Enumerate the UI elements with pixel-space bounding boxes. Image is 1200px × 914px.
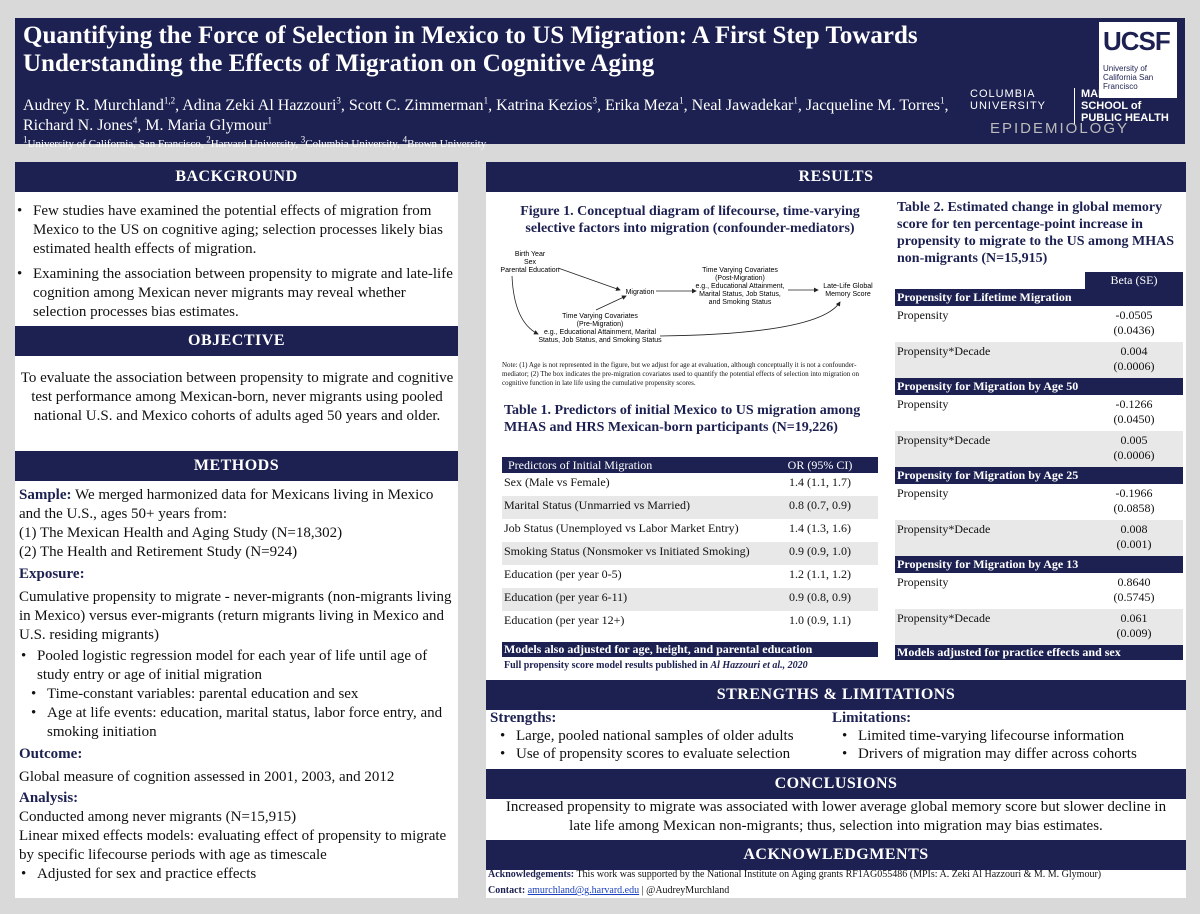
table1-predictor-cell: Education (per year 12+) xyxy=(504,613,625,627)
table1-or-cell: 1.4 (1.1, 1.7) xyxy=(789,475,851,489)
table2-beta-value: -0.0505 xyxy=(1115,308,1153,322)
ucsf-logo xyxy=(1099,22,1177,98)
table1-row xyxy=(502,588,878,611)
background-bullet: • Examining the association between propensity to migrate and late-life cognition among Mexican never migrants may reveal whether selection processes bias estimates. xyxy=(15,265,455,322)
table1-predictor-cell: Education (per year 0-5) xyxy=(504,567,622,581)
diagram-arrow xyxy=(512,276,538,334)
table1-or-cell: 0.9 (0.8, 0.9) xyxy=(789,590,851,604)
ucsf-logo-subtext: University of California San Francisco xyxy=(1103,64,1154,91)
affiliation-name: Harvard University xyxy=(210,138,296,150)
epidemiology-text: EPIDEMIOLOGY xyxy=(990,120,1130,137)
analysis-line: Linear mixed effects models: evaluating effect of propensity to migrate by specific lifecourse periods with age as timescale xyxy=(19,828,447,863)
conclusions-text: Increased propensity to migrate was associated with lower average global memory score but slower decline in late life among Mexican non-migrants; thus, selection into migration may bias estimates. xyxy=(505,799,1167,834)
table1-note-text: Full propensity score model results published in xyxy=(504,660,711,671)
table1-row xyxy=(502,496,878,519)
acknowledgments-heading: ACKNOWLEDGMENTS xyxy=(486,840,1186,870)
table2-beta-value: 0.008 xyxy=(1120,522,1148,536)
table2-se-value: (0.0450) xyxy=(1113,412,1155,426)
table2-body xyxy=(895,289,1183,645)
author-list: Audrey R. Murchland$^{1,2}$, Adina Zeki Al Hazzouri$^3$, Scott C. Zimmerman$^1$, Katrina Kezios$^3$, Erika Meza$^1$, Neal Jawadekar$^1$, Jacqueline M. Torres$^1$, Richard N. Jones$^4$, M. Maria Glymour$^1$ xyxy=(23,95,949,134)
table1-row xyxy=(502,519,878,542)
diagram-post-line: (Post-Migration) xyxy=(715,275,765,282)
table2-group-heading: Propensity for Lifetime Migration xyxy=(895,289,1183,306)
sample-label: Sample: xyxy=(19,487,72,503)
table1-row xyxy=(502,473,878,496)
table2-row xyxy=(895,431,1183,467)
table2-se-value: (0.0006) xyxy=(1113,448,1155,462)
diagram-post-line: Time Varying Covariates xyxy=(702,267,778,274)
diagram-sex: Sex xyxy=(523,259,537,266)
table2-beta-cell xyxy=(1085,431,1183,467)
poster-title: Quantifying the Force of Selection in Mexico to US Migration: A First Step Towards Understanding the Effects of Migration on Cognitive Aging xyxy=(23,22,918,77)
table2-beta-cell xyxy=(1085,342,1183,378)
affiliation-mark: 1 xyxy=(23,134,28,145)
affiliation-mark: 3 xyxy=(300,134,306,145)
table2-beta-cell xyxy=(1085,520,1183,556)
table2-se-value: (0.0006) xyxy=(1113,359,1155,373)
table2-header-row xyxy=(895,272,1183,289)
background-bullets xyxy=(15,202,455,322)
table2-beta-value: -0.1966 xyxy=(1115,486,1153,500)
table2-beta-value: 0.061 xyxy=(1120,611,1148,625)
objective-text: To evaluate the association between propensity to migrate and cognitive test performance among Mexican-born, never migrants using pooled national U.S. and Mexico cohorts of adults aged 50 years and older. xyxy=(20,370,454,424)
table2-row xyxy=(895,306,1183,342)
background-heading: BACKGROUND xyxy=(15,162,458,192)
table2-beta-cell xyxy=(1085,484,1183,520)
author-name: Audrey R. Murchland xyxy=(23,97,164,114)
table2-group-heading: Propensity for Migration by Age 50 xyxy=(895,378,1183,395)
sample-paragraph xyxy=(19,486,455,524)
exposure-text: Cumulative propensity to migrate - never-migrants (non-migrants living in Mexico) versus ever-migrants (return migrants living in Mexico and U.S. residing migrants) xyxy=(19,589,452,643)
author-affiliation-mark: 1 xyxy=(483,95,489,106)
table2-row xyxy=(895,573,1183,609)
table1-row xyxy=(502,611,878,634)
contact-email-link[interactable]: amurchland@g.harvard.edu xyxy=(527,885,640,896)
limitations-item: • Limited time-varying lifecourse information xyxy=(840,727,1182,745)
affiliation-name: Brown University xyxy=(407,138,487,150)
exposure-sub-bullet: • Age at life events: education, marital status, labor force entry, and smoking initiation xyxy=(29,704,455,742)
table1-or-cell: 0.8 (0.7, 0.9) xyxy=(789,498,851,512)
columbia-university-text: COLUMBIA UNIVERSITY xyxy=(970,88,1047,112)
table2-label-cell: Propensity xyxy=(897,308,949,322)
author-affiliation-mark: 1 xyxy=(679,95,684,106)
table2-label-cell: Propensity*Decade xyxy=(897,433,991,447)
table1-predictor-cell: Job Status (Unemployed vs Labor Market Entry) xyxy=(504,521,739,535)
strengths-label: Strengths: xyxy=(490,710,557,726)
table2-se-value: (0.0436) xyxy=(1113,323,1155,337)
author-affiliation-mark: 1 xyxy=(939,95,945,106)
table2-row xyxy=(895,484,1183,520)
exposure-sub-bullets xyxy=(19,685,455,742)
author-name: Erika Meza xyxy=(604,97,680,114)
table2 xyxy=(895,272,1183,660)
analysis-label: Analysis: xyxy=(19,790,79,806)
affiliation-name: Columbia University xyxy=(305,138,398,150)
author-affiliation-mark: 1,2 xyxy=(163,95,176,106)
left-column xyxy=(15,162,458,898)
diagram-outcome-line: Late-Life Global xyxy=(823,283,873,290)
table2-beta-cell xyxy=(1085,609,1183,645)
limitations-label: Limitations: xyxy=(832,710,912,726)
outcome-text: Global measure of cognition assessed in 2001, 2003, and 2012 xyxy=(19,769,395,785)
table1-or-cell: 1.0 (0.9, 1.1) xyxy=(789,613,851,627)
acknowledgments-text xyxy=(488,868,1184,881)
ack-body: This work was supported by the National Institute on Aging grants RF1AG055486 (MPIs: A. Zeki Al Hazzouri & M. M. Glymour) xyxy=(576,869,1102,880)
table1-header: Predictors of Initial Migration xyxy=(508,458,653,472)
diagram-migration: Migration xyxy=(625,289,655,296)
author-name: Neal Jawadekar xyxy=(691,97,794,114)
limitations-list xyxy=(832,727,1182,763)
strengths-block xyxy=(490,709,830,763)
conceptual-diagram xyxy=(500,242,882,352)
author-affiliation-mark: 3 xyxy=(336,95,341,106)
ack-label: Acknowledgements: xyxy=(488,869,575,880)
diagram-post-line: and Smoking Status xyxy=(708,299,772,306)
table2-label-cell: Propensity*Decade xyxy=(897,522,991,536)
table1-row xyxy=(502,542,878,565)
limitations-item: • Drivers of migration may differ across cohorts xyxy=(840,745,1182,763)
affiliation-mark: 4 xyxy=(402,134,408,145)
author-affiliation-mark: 1 xyxy=(267,115,272,126)
author-affiliation-mark: 1 xyxy=(793,95,798,106)
results-heading: RESULTS xyxy=(486,162,1186,192)
table2-row xyxy=(895,520,1183,556)
diagram-pre-line: Status, Job Status, and Smoking Status xyxy=(538,337,662,344)
table2-se-value: (0.5745) xyxy=(1113,590,1155,604)
table2-caption: Table 2. Estimated change in global memory score for ten percentage-point increase in propensity to migrate to the US among MHAS non-migrants (N=15,915) xyxy=(897,200,1175,266)
affiliation-mark: 2 xyxy=(206,134,211,145)
table1-header: OR (95% CI) xyxy=(787,458,853,472)
table1-body xyxy=(502,473,878,634)
methods-heading: METHODS xyxy=(15,451,458,481)
diagram-pre-line: Time Varying Covariates xyxy=(562,313,638,320)
affiliation-list: $^1$University of California, San Francisco, $^2$Harvard University, $^3$Columbia University, $^4$Brown University xyxy=(23,134,487,150)
table2-beta-value: 0.005 xyxy=(1120,433,1148,447)
table1-row xyxy=(502,565,878,588)
author-name: Scott C. Zimmerman xyxy=(348,97,484,114)
table1-predictor-cell: Education (per year 6-11) xyxy=(504,590,628,604)
strengths-item: • Large, pooled national samples of older adults xyxy=(498,727,830,745)
analysis-bullet: • Adjusted for sex and practice effects xyxy=(19,865,455,884)
exposure-bullets xyxy=(19,647,455,685)
conclusions-heading: CONCLUSIONS xyxy=(486,769,1186,799)
table2-label-cell: Propensity xyxy=(897,486,949,500)
sample-text: We merged harmonized data for Mexicans living in Mexico and the U.S., ages 50+ years from: xyxy=(19,487,434,522)
table1-or-cell: 1.4 (1.3, 1.6) xyxy=(789,521,851,535)
author-name: Katrina Kezios xyxy=(496,97,593,114)
table1-predictor-cell: Marital Status (Unmarried vs Married) xyxy=(504,498,690,512)
table2-row xyxy=(895,342,1183,378)
analysis-bullets xyxy=(19,865,455,884)
table2-beta-cell xyxy=(1085,395,1183,431)
table2-beta-value: 0.8640 xyxy=(1117,575,1151,589)
table1-caption: Table 1. Predictors of initial Mexico to US migration among MHAS and HRS Mexican-born participants (N=19,226) xyxy=(504,403,861,435)
table2-beta-cell xyxy=(1085,573,1183,609)
affiliation-name: University of California, San Francisco xyxy=(27,138,201,150)
table2-footer: Models adjusted for practice effects and sex xyxy=(895,645,1183,660)
table2-beta-header: Beta (SE) xyxy=(1085,272,1183,289)
contact-handle: | @AudreyMurchland xyxy=(641,885,730,896)
limitations-block xyxy=(832,709,1182,763)
exposure-sub-bullet: • Time-constant variables: parental education and sex xyxy=(29,685,455,704)
author-name: Adina Zeki Al Hazzouri xyxy=(182,97,337,114)
cohort-item: (1) The Mexican Health and Aging Study (N=18,302) xyxy=(19,525,343,541)
table1-note-citation: Al Hazzouri et al., 2020 xyxy=(710,660,808,671)
table1-header-row xyxy=(502,457,878,473)
ucsf-logo-mark: UCSF xyxy=(1103,26,1170,56)
diagram-outcome-line: Memory Score xyxy=(825,291,871,298)
outcome-label: Outcome: xyxy=(19,746,83,762)
contact-label: Contact: xyxy=(488,885,526,896)
table2-se-value: (0.009) xyxy=(1116,626,1152,640)
strengths-list xyxy=(490,727,830,763)
table2-beta-cell xyxy=(1085,306,1183,342)
right-column xyxy=(486,162,1186,898)
contact-line xyxy=(488,884,1184,897)
table2-label-cell: Propensity*Decade xyxy=(897,611,991,625)
diagram-arrow xyxy=(558,268,620,290)
table2-label-cell: Propensity xyxy=(897,397,949,411)
analysis-line: Conducted among never migrants (N=15,915) xyxy=(19,809,297,825)
diagram-parental-education: Parental Education xyxy=(500,267,560,274)
author-name: Richard N. Jones xyxy=(23,117,133,134)
exposure-bullet: • Pooled logistic regression model for each year of life until age of study entry or age of initial migration xyxy=(19,647,455,685)
figure1-note: Note: (1) Age is not represented in the figure, but we adjust for age at evaluation, although conceptually it is not a confounder-mediator; (2) The box indicates the pre-migration covariates used to quantify the potential effects of selection into migration on cognitive function in late life using the cumulative propensity scores. xyxy=(502,361,860,387)
figure1-caption: Figure 1. Conceptual diagram of lifecourse, time-varying selective factors into migration (confounder-mediators) xyxy=(520,204,860,236)
strengths-limitations-heading: STRENGTHS & LIMITATIONS xyxy=(486,680,1186,710)
author-affiliation-mark: 3 xyxy=(592,95,597,106)
table2-group-heading: Propensity for Migration by Age 13 xyxy=(895,556,1183,573)
table1-footer: Models also adjusted for age, height, and parental education xyxy=(502,642,878,657)
exposure-label: Exposure: xyxy=(19,566,85,582)
table2-se-value: (0.0858) xyxy=(1113,501,1155,515)
diagram-arrow xyxy=(596,296,626,310)
table1-note xyxy=(504,660,880,671)
table2-beta-value: -0.1266 xyxy=(1115,397,1153,411)
table2-row xyxy=(895,395,1183,431)
mailman-school-text: MAILMAN SCHOOL of PUBLIC HEALTH xyxy=(1074,88,1180,124)
table2-label-cell: Propensity*Decade xyxy=(897,344,991,358)
cohort-item: (2) The Health and Retirement Study (N=924) xyxy=(19,544,298,560)
table1-or-cell: 0.9 (0.9, 1.0) xyxy=(789,544,851,558)
strengths-item: • Use of propensity scores to evaluate selection xyxy=(498,745,830,763)
author-name: M. Maria Glymour xyxy=(145,117,268,134)
background-bullet: • Few studies have examined the potential effects of migration from Mexico to the US on cognitive aging; selection processes likely bias estimated health effects of migration. xyxy=(15,202,455,259)
methods-body xyxy=(19,486,455,884)
table2-label-cell: Propensity xyxy=(897,575,949,589)
diagram-post-line: e.g., Educational Attainment, xyxy=(695,283,785,290)
table1 xyxy=(502,457,878,634)
objective-heading: OBJECTIVE xyxy=(15,326,458,356)
table1-or-cell: 1.2 (1.1, 1.2) xyxy=(789,567,851,581)
author-name: Jacqueline M. Torres xyxy=(805,97,940,114)
diagram-birth-year: Birth Year xyxy=(514,251,546,258)
table1-predictor-cell: Sex (Male vs Female) xyxy=(504,475,610,489)
table2-beta-value: 0.004 xyxy=(1120,344,1148,358)
table2-row xyxy=(895,609,1183,645)
diagram-post-line: Marital Status, Job Status, xyxy=(699,291,781,298)
diagram-pre-line: e.g., Educational Attainment, Marital xyxy=(543,329,657,336)
table2-se-value: (0.001) xyxy=(1116,537,1152,551)
table1-predictor-cell: Smoking Status (Nonsmoker vs Initiated Smoking) xyxy=(504,544,750,558)
diagram-arrow xyxy=(660,302,840,336)
author-affiliation-mark: 4 xyxy=(132,115,138,126)
table2-group-heading: Propensity for Migration by Age 25 xyxy=(895,467,1183,484)
diagram-pre-line: (Pre-Migration) xyxy=(576,321,624,328)
